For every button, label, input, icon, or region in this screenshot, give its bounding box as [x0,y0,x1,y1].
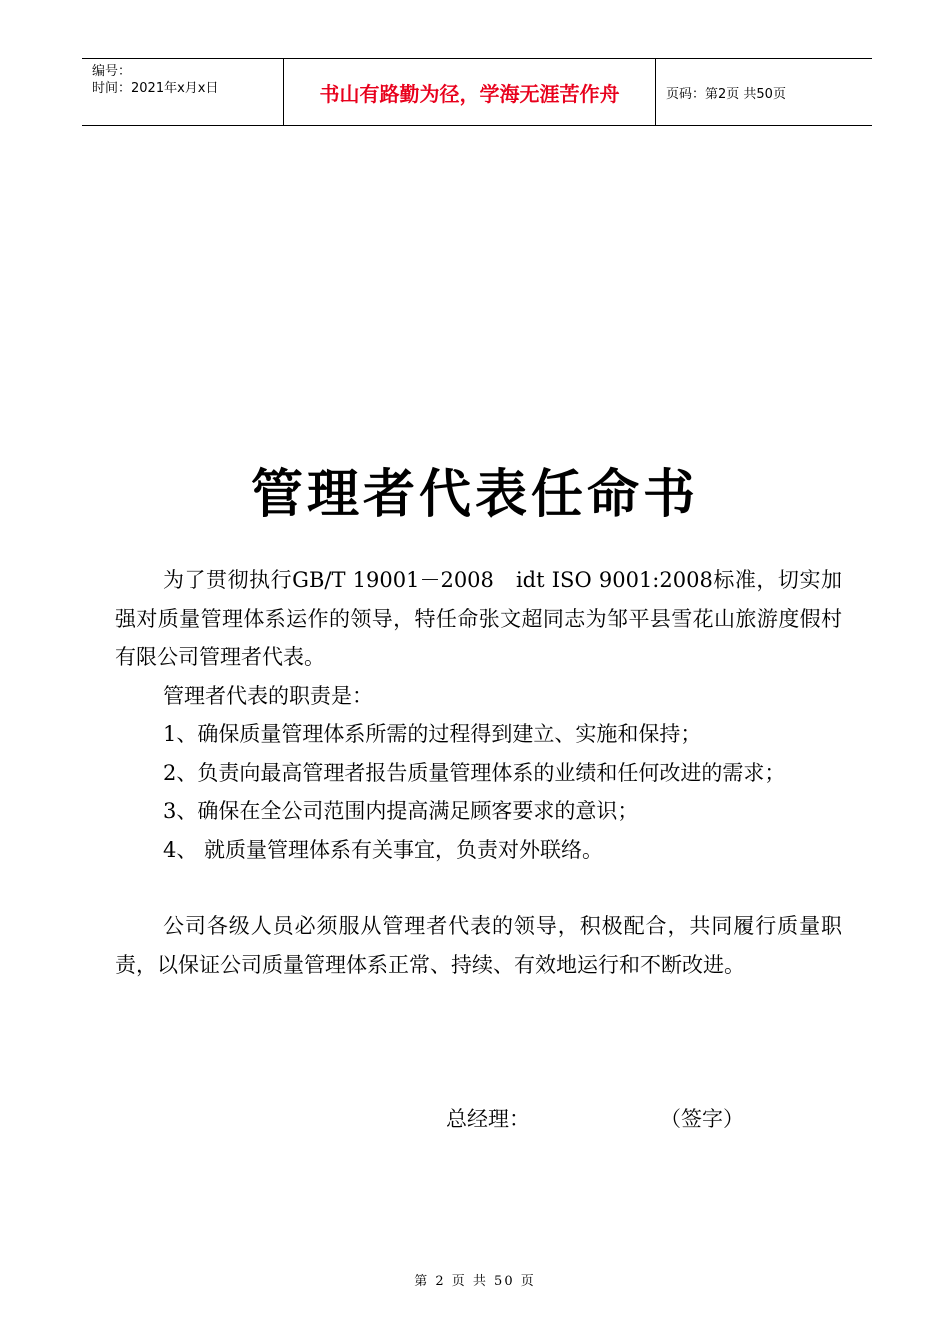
duty-item-4: 4、 就质量管理体系有关事宜，负责对外联络。 [163,837,604,862]
page-header [82,58,872,126]
paragraph-duties-heading: 管理者代表的职责是： [163,683,373,708]
duty-item-3: 3、确保在全公司范围内提高满足顾客要求的意识； [163,799,639,823]
signature-block [446,1104,744,1134]
duty-item-2: 2、负责向最高管理者报告质量管理体系的业绩和任何改进的需求； [163,760,786,785]
document-title: 管理者代表任命书 [250,464,699,525]
header-motto: 书山有路勤为径，学海无涯苦作舟 [284,59,656,125]
document-number-label: 编号： [92,64,132,79]
document-body [115,561,842,984]
document-date-label: 时间：2021年x月x日 [92,81,219,96]
paragraph-closing: 公司各级人员必须服从管理者代表的领导，积极配合，共同履行质量职责，以保证公司质量管理体系正常、持续、有效地运行和不断改进。 [115,914,842,977]
header-meta [82,59,284,125]
signature-label: 总经理： [446,1107,530,1131]
page-footer: 第 2 页 共 50 页 [414,1274,536,1289]
paragraph-intro: 为了贯彻执行GB/T 19001－2008 idt ISO 9001:2008标准，切实加强对质量管理体系运作的领导，特任命张文超同志为邹平县雪花山旅游度假村有限公司管理者代表。 [115,568,842,669]
duty-item-1: 1、确保质量管理体系所需的过程得到建立、实施和保持； [163,722,702,746]
signature-note: （签字） [660,1107,744,1131]
header-page-info: 页码：第2页 共50页 [666,86,786,102]
paragraph-spacer [115,869,842,907]
